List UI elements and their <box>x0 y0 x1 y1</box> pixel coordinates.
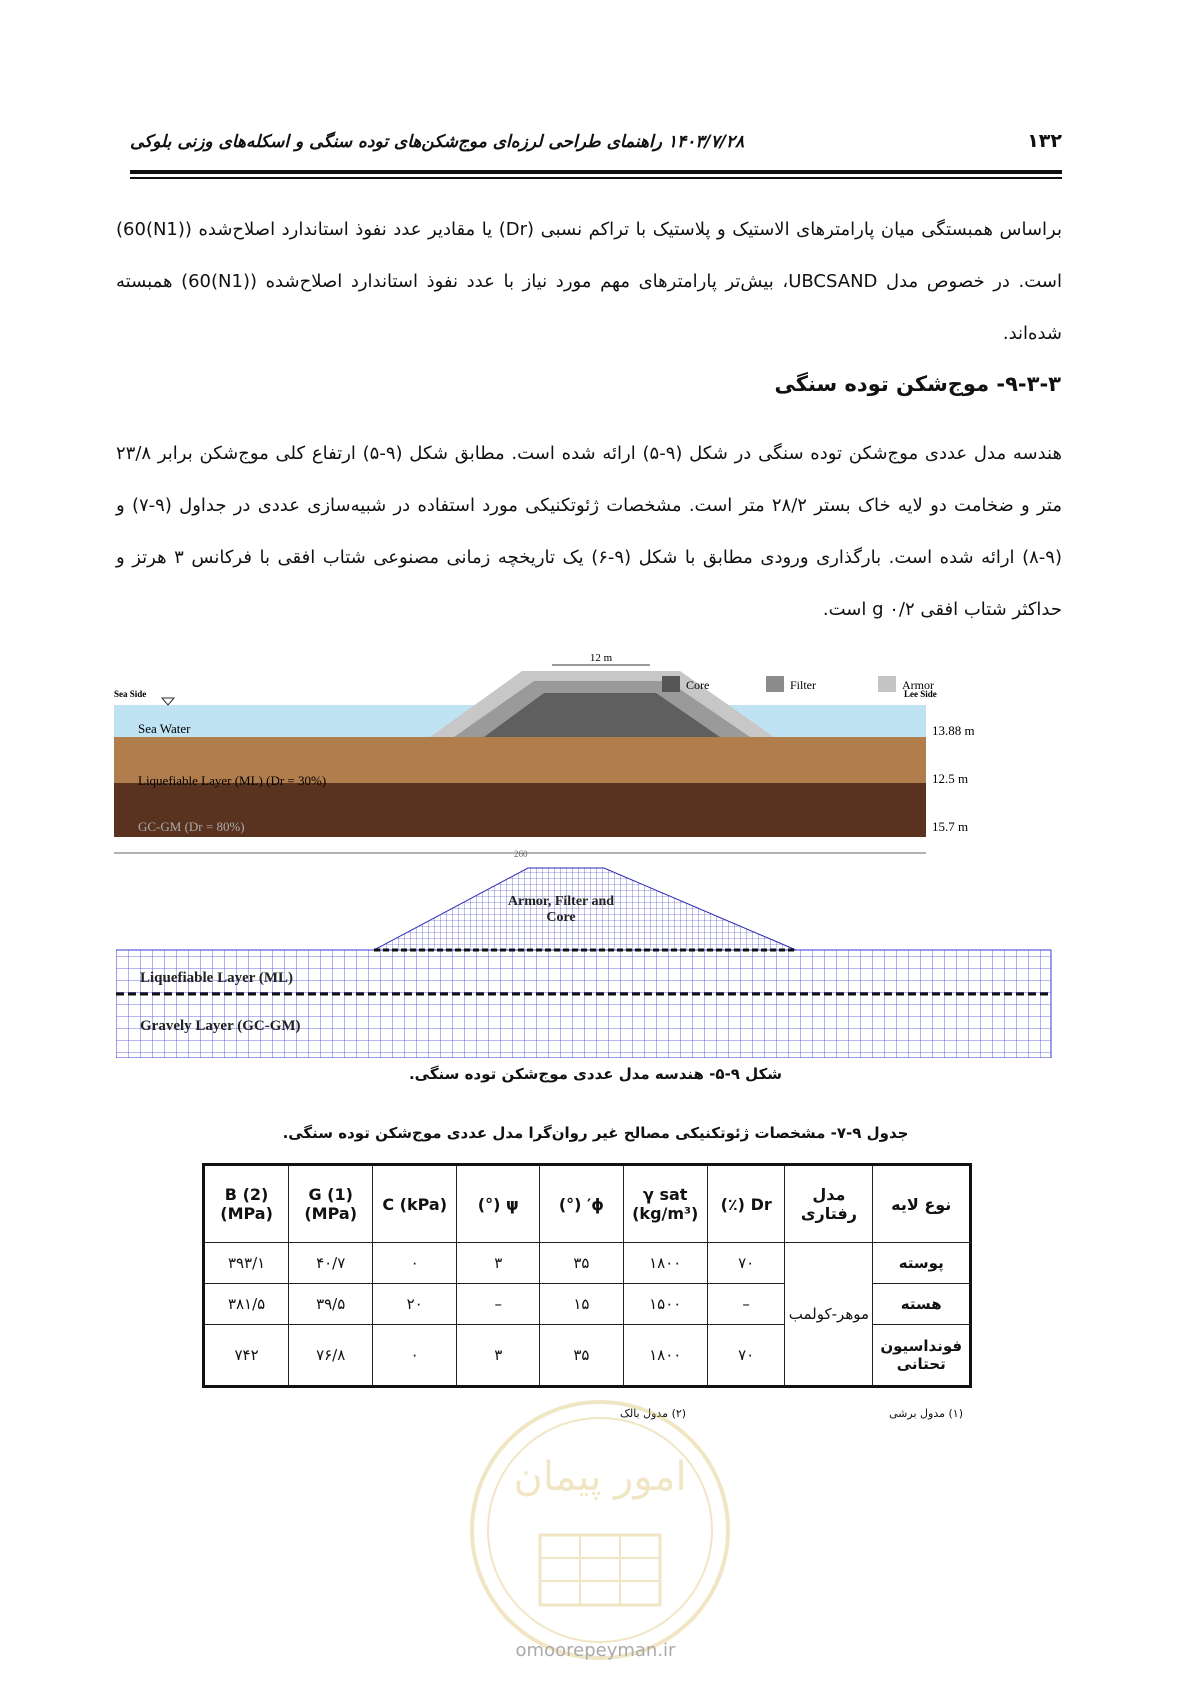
layer-label-ml: Liquefiable Layer (ML) (Dr = 30%) <box>138 773 327 788</box>
lee-side-label: Lee Side <box>904 689 937 699</box>
cell-gamma: ۱۵۰۰ <box>623 1284 707 1325</box>
row-name: فونداسیون تحتانی <box>873 1325 971 1387</box>
cell-c: ۰ <box>373 1325 457 1387</box>
layer-label-gcgm: GC-GM (Dr = 80%) <box>138 819 245 834</box>
legend-filter: Filter <box>790 678 816 692</box>
col-dr: Dr (٪) <box>707 1165 784 1243</box>
crest-width-label: 12 m <box>589 652 613 664</box>
cell-b: ۳۸۱/۵ <box>204 1284 289 1325</box>
cell-phi: ۳۵ <box>540 1325 623 1387</box>
col-psi: ψ (°) <box>457 1165 540 1243</box>
total-width-label: 260 <box>514 849 528 858</box>
mesh-foundation <box>116 950 1051 1058</box>
mesh-label-gcgm: Gravely Layer (GC-GM) <box>140 1018 301 1034</box>
page-header <box>130 130 1062 160</box>
cell-g: ۴۰/۷ <box>289 1243 373 1284</box>
thickness-ml: 12.5 m <box>932 771 969 786</box>
cell-phi: ۱۵ <box>540 1284 623 1325</box>
table-header-row <box>204 1165 971 1243</box>
numerical-mesh <box>116 860 1056 1058</box>
cell-gamma: ۱۸۰۰ <box>623 1325 707 1387</box>
model-cell: موهر-کولمب <box>785 1243 873 1387</box>
mesh-structure-label-2: Core <box>546 910 576 925</box>
footnote-bulk-modulus: (۲) مدول بالک <box>620 1407 687 1420</box>
cell-c: ۰ <box>373 1243 457 1284</box>
col-b: (2) B (MPa) <box>204 1165 289 1243</box>
col-model: مدل رفتاری <box>785 1165 873 1243</box>
watermark-url: omoorepeyman.ir <box>515 1640 676 1661</box>
page-number: ۱۳۲ <box>1027 130 1062 152</box>
mesh-breakwater <box>374 868 796 950</box>
cell-gamma: ۱۸۰۰ <box>623 1243 707 1284</box>
cell-psi: ۳ <box>457 1325 540 1387</box>
legend-filter-swatch <box>766 676 784 692</box>
cell-dr: ۷۰ <box>707 1325 784 1387</box>
table-row <box>204 1243 971 1284</box>
watermark-text: امور پیمان <box>513 1454 687 1500</box>
section-heading: ۹-۳-۳- موج‌شکن توده سنگی <box>774 372 1061 396</box>
breakwater-cross-section <box>114 643 1054 858</box>
header-rule-thin <box>130 177 1062 179</box>
mesh-label-ml: Liquefiable Layer (ML) <box>140 970 294 986</box>
footnote-shear-modulus: (۱) مدول برشی <box>889 1407 963 1420</box>
sea-side-label: Sea Side <box>114 689 147 699</box>
cell-psi: – <box>457 1284 540 1325</box>
mesh-structure-label-1: Armor, Filter and <box>507 894 615 909</box>
figure-caption: شکل ۹-۵- هندسه مدل عددی موج‌شکن توده سنگی. <box>408 1065 783 1083</box>
cell-dr: – <box>707 1284 784 1325</box>
header-rule-thick <box>130 170 1062 174</box>
row-name: هسته <box>873 1284 971 1325</box>
paragraph-intro: براساس همبستگی میان پارامترهای الاستیک و پلاستیک با تراکم نسبی (Dr) یا مقادیر عدد نفوذ استاندارد اصلاح‌شده ((N1)60) است. در خصوص مدل UBCSAND، بیش‌تر پارامترهای مهم مورد نیاز با عدد نفوذ استاندارد اصلاح‌شده ((N1)60) همبسته شده‌اند. <box>116 219 1062 344</box>
paragraph-description: هندسه مدل عددی موج‌شکن توده سنگی در شکل (۹-۵) ارائه شده است. مطابق شکل (۹-۵) ارتفاع کلی موج‌شکن برابر ۲۳/۸ متر و ضخامت دو لایه خاک بستر ۲۸/۲ متر است. مشخصات ژئوتکنیکی مورد استفاده در شبیه‌سازی عددی در جداول (۹-۷) و (۹-۸) ارائه شده است. بارگذاری ورودی مطابق با شکل (۹-۶) یک تاریخچه زمانی مصنوعی شتاب افقی با فرکانس ۳ هرتز و حداکثر شتاب افقی ۰/۲ g است. <box>116 443 1062 620</box>
legend-core-swatch <box>662 676 680 692</box>
geotechnical-table <box>202 1163 972 1388</box>
col-g: (1) G (MPa) <box>289 1165 373 1243</box>
row-name: پوسته <box>873 1243 971 1284</box>
layer-label-sea-water: Sea Water <box>138 721 191 736</box>
cell-dr: ۷۰ <box>707 1243 784 1284</box>
watermark-seal <box>465 1395 735 1665</box>
col-layer-type: نوع لایه <box>873 1165 971 1243</box>
running-title: ۱۴۰۳/۷/۲۸ راهنمای طراحی لرزه‌ای موج‌شکن‌های توده سنگی و اسکله‌های وزنی بلوکی <box>130 132 745 152</box>
cell-b: ۷۴۲ <box>204 1325 289 1387</box>
cell-psi: ۳ <box>457 1243 540 1284</box>
thickness-gcgm: 15.7 m <box>932 819 969 834</box>
thickness-water: 13.88 m <box>932 723 975 738</box>
cell-phi: ۳۵ <box>540 1243 623 1284</box>
col-gamma: γ sat (kg/m³) <box>623 1165 707 1243</box>
legend-armor: Armor <box>902 678 934 692</box>
cell-b: ۳۹۳/۱ <box>204 1243 289 1284</box>
cell-g: ۷۶/۸ <box>289 1325 373 1387</box>
cell-g: ۳۹/۵ <box>289 1284 373 1325</box>
cell-c: ۲۰ <box>373 1284 457 1325</box>
table-caption: جدول ۹-۷- مشخصات ژئوتکنیکی مصالح غیر روان‌گرا مدل عددی موج‌شکن توده سنگی. <box>282 1124 909 1142</box>
col-c: C (kPa) <box>373 1165 457 1243</box>
water-level-icon <box>162 698 174 705</box>
legend-armor-swatch <box>878 676 896 692</box>
col-phi: ϕ′ (°) <box>540 1165 623 1243</box>
legend-core: Core <box>686 678 710 692</box>
